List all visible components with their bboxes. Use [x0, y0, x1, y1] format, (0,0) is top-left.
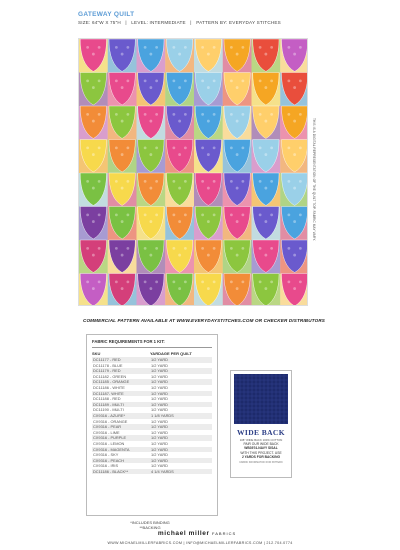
fabric-print-dot: [184, 146, 187, 149]
fabric-print-dot: [241, 280, 244, 283]
fabric-print-dot: [155, 46, 158, 49]
fabric-print-dot: [213, 146, 216, 149]
fabric-print-dot: [207, 153, 210, 156]
fabric-print-dot: [270, 113, 273, 116]
fabric-print-dot: [92, 86, 95, 89]
fabric-print-dot: [287, 46, 290, 49]
fabric-print-dot: [184, 180, 187, 183]
fabric-print-dot: [299, 146, 302, 149]
fabric-print-dot: [287, 280, 290, 283]
fabric-print-dot: [155, 180, 158, 183]
yardage-cell: 1/2 YARD: [151, 440, 168, 446]
fabric-print-dot: [270, 180, 273, 183]
fabric-print-dot: [293, 254, 296, 257]
fabric-print-dot: [241, 213, 244, 216]
fabric-print-dot: [178, 86, 181, 89]
fabric-print-dot: [92, 53, 95, 56]
fabric-print-dot: [259, 247, 262, 250]
fabric-print-dot: [201, 113, 204, 116]
fabric-print-dot: [293, 120, 296, 123]
logo-name: michael miller: [157, 530, 210, 537]
yardage-cell: 1/2 YARD: [151, 368, 168, 374]
fabric-print-dot: [270, 213, 273, 216]
fabric-print-dot: [92, 153, 95, 156]
fabric-print-dot: [241, 113, 244, 116]
table-row: [92, 469, 212, 475]
fabric-print-dot: [299, 113, 302, 116]
fabric-print-dot: [115, 180, 118, 183]
fabric-print-dot: [213, 247, 216, 250]
sku-cell: CX9316 - PURPLE: [93, 435, 127, 441]
table-body: [92, 357, 212, 474]
fabric-print-dot: [293, 187, 296, 190]
sku-cell: DC11182 - GREEN: [93, 373, 127, 379]
fabric-print-dot: [270, 280, 273, 283]
wide-back-line: WITH THIS PROJECT. USE: [240, 450, 282, 455]
fabric-print-dot: [207, 187, 210, 190]
fabric-print-dot: [293, 86, 296, 89]
fabric-print-dot: [259, 280, 262, 283]
fabric-print-dot: [126, 79, 129, 82]
wide-back-swatch: [234, 374, 288, 424]
fabric-print-dot: [126, 213, 129, 216]
fabric-print-dot: [155, 247, 158, 250]
fabric-print-dot: [236, 220, 239, 223]
fabric-print-dot: [287, 113, 290, 116]
fabric-print-dot: [241, 247, 244, 250]
fabric-print-dot: [270, 146, 273, 149]
fabric-print-dot: [172, 247, 175, 250]
fabric-print-dot: [287, 247, 290, 250]
wide-back-yardage: 2 YARDS FOR BACKING: [241, 455, 281, 460]
fabric-print-dot: [86, 213, 89, 216]
fabric-print-dot: [230, 113, 233, 116]
fabric-print-dot: [230, 79, 233, 82]
yardage-cell: 4 1/4 YARDS: [151, 468, 174, 474]
fabric-print-dot: [178, 153, 181, 156]
fabric-print-dot: [230, 146, 233, 149]
fabric-print-dot: [144, 46, 147, 49]
fabric-print-dot: [149, 120, 152, 123]
fabric-print-dot: [299, 280, 302, 283]
fabric-print-dot: [172, 213, 175, 216]
fabric-print-dot: [155, 113, 158, 116]
fabric-print-dot: [230, 46, 233, 49]
fabric-print-dot: [155, 146, 158, 149]
fabric-print-dot: [207, 287, 210, 290]
fabric-print-dot: [92, 287, 95, 290]
fabric-print-dot: [201, 180, 204, 183]
fabric-print-dot: [213, 79, 216, 82]
fabric-print-dot: [287, 213, 290, 216]
fabric-print-dot: [172, 79, 175, 82]
sku-cell: CX9316 - LEMON: [93, 440, 125, 446]
backing-note: **BACKING: [139, 525, 161, 530]
yardage-cell: 1/2 YARD: [151, 390, 168, 396]
fabric-print-dot: [293, 287, 296, 290]
fabric-print-dot: [98, 46, 101, 49]
yardage-cell: 1/2 YARD: [151, 463, 168, 469]
yardage-cell: 1/2 YARD: [151, 384, 168, 390]
fabric-print-dot: [115, 46, 118, 49]
quilt-size: SIZE: 64"W X 75"H: [78, 20, 121, 25]
fabric-print-dot: [178, 254, 181, 257]
wide-back-fine-print: FABRIC INFORMATION FOR PATTERN: [239, 460, 283, 464]
yardage-cell: 1/2 YARD: [151, 373, 168, 379]
fabric-print-dot: [98, 213, 101, 216]
fabric-print-dot: [86, 79, 89, 82]
fabric-print-dot: [241, 146, 244, 149]
fabric-print-dot: [259, 113, 262, 116]
wide-back-card: [230, 370, 292, 478]
fabric-print-dot: [115, 146, 118, 149]
sku-cell: CX9316 - IRIS: [93, 463, 119, 469]
fabric-print-dot: [201, 146, 204, 149]
fabric-requirements-table: [86, 334, 218, 516]
digital-representation-note: THIS IS A DIGITAL REPRESENTATION OF THE QUILT TOP. FABRIC MAY VARY.: [312, 118, 316, 242]
fabric-print-dot: [230, 280, 233, 283]
fabric-print-dot: [86, 180, 89, 183]
fabric-print-dot: [207, 53, 210, 56]
fabric-print-dot: [213, 280, 216, 283]
fabric-print-dot: [126, 280, 129, 283]
fabric-print-dot: [259, 213, 262, 216]
fabric-print-dot: [149, 220, 152, 223]
fabric-print-dot: [115, 247, 118, 250]
fabric-print-dot: [98, 79, 101, 82]
fabric-print-dot: [207, 254, 210, 257]
fabric-print-dot: [115, 213, 118, 216]
fabric-print-dot: [270, 247, 273, 250]
fabric-print-dot: [259, 146, 262, 149]
swatch-texture: [234, 374, 288, 424]
fabric-print-dot: [184, 46, 187, 49]
quilt-illustration: [79, 39, 308, 306]
fabric-print-dot: [201, 247, 204, 250]
spec-separator: |: [190, 20, 192, 25]
fabric-print-dot: [287, 180, 290, 183]
fabric-print-dot: [172, 113, 175, 116]
fabric-print-dot: [155, 213, 158, 216]
fabric-print-dot: [184, 280, 187, 283]
fabric-print-dot: [213, 213, 216, 216]
fabric-print-dot: [121, 220, 124, 223]
yardage-cell: 1/2 YARD: [151, 357, 168, 362]
yardage-cell: 1 1/8 YARDS: [151, 412, 174, 418]
fabric-print-dot: [230, 213, 233, 216]
fabric-print-dot: [144, 213, 147, 216]
fabric-print-dot: [98, 180, 101, 183]
fabric-print-dot: [121, 86, 124, 89]
wide-back-sku: WB3974-NAVY SISAL: [244, 446, 278, 451]
binding-note: *INCLUDES BINDING: [130, 520, 170, 525]
fabric-print-dot: [115, 79, 118, 82]
fabric-print-dot: [144, 247, 147, 250]
fabric-print-dot: [259, 46, 262, 49]
yardage-cell: 1/2 YARD: [151, 362, 168, 368]
fabric-print-dot: [207, 86, 210, 89]
fabric-print-dot: [172, 180, 175, 183]
footnotes: [90, 520, 210, 530]
fabric-print-dot: [144, 180, 147, 183]
wide-back-line: PAIR OUR WIDE BACK: [243, 442, 279, 446]
fabric-print-dot: [149, 187, 152, 190]
sku-cell: DC11186 - WHITE: [93, 384, 125, 390]
page-title: GATEWAY QUILT: [78, 11, 135, 18]
sku-cell: CX9316 - ORANGE: [93, 418, 128, 424]
fabric-print-dot: [299, 247, 302, 250]
fabric-print-dot: [270, 79, 273, 82]
yardage-cell: 1/2 YARD: [151, 418, 168, 424]
michael-miller-logo: [122, 530, 272, 537]
fabric-print-dot: [230, 247, 233, 250]
fabric-print-dot: [115, 113, 118, 116]
quilt-image: [78, 38, 308, 306]
fabric-print-dot: [264, 153, 267, 156]
fabric-print-dot: [115, 280, 118, 283]
sku-cell: DC11179 - RED: [93, 368, 121, 374]
fabric-print-dot: [178, 120, 181, 123]
fabric-print-dot: [184, 247, 187, 250]
fabric-print-dot: [126, 46, 129, 49]
fabric-print-dot: [178, 287, 181, 290]
fabric-print-dot: [213, 46, 216, 49]
fabric-print-dot: [241, 46, 244, 49]
wide-back-title: WIDE BACK: [237, 428, 285, 437]
fabric-requirements-heading: FABRIC REQUIREMENTS FOR 1 KIT:: [92, 339, 212, 348]
fabric-print-dot: [264, 187, 267, 190]
sku-cell: DC11190 - MULTI: [93, 407, 124, 413]
fabric-print-dot: [184, 79, 187, 82]
fabric-print-dot: [270, 46, 273, 49]
sku-cell: DC11188 - RED: [93, 396, 121, 402]
fabric-print-dot: [259, 79, 262, 82]
fabric-print-dot: [236, 120, 239, 123]
fabric-print-dot: [86, 280, 89, 283]
fabric-print-dot: [207, 220, 210, 223]
sku-cell: DC11178 - BLUE: [93, 362, 123, 368]
yardage-cell: 1/2 YARD: [151, 424, 168, 430]
fabric-print-dot: [264, 53, 267, 56]
commercial-pattern-note: COMMERCIAL PATTERN AVAILABLE AT WWW.EVERYDAYSTITCHES.COM OR CHECKER DISTRIBUTORS: [82, 318, 326, 323]
fabric-print-dot: [201, 280, 204, 283]
fabric-print-dot: [121, 254, 124, 257]
contact-footer: WWW.MICHAELMILLERFABRICS.COM | INFO@MICHAELMILLERFABRICS.COM | 212.704.0774: [107, 541, 293, 545]
fabric-print-dot: [299, 180, 302, 183]
pattern-designer: PATTERN BY: EVERYDAY STITCHES: [196, 20, 281, 25]
fabric-print-dot: [264, 287, 267, 290]
fabric-print-dot: [236, 254, 239, 257]
fabric-print-dot: [144, 280, 147, 283]
quilt-level: LEVEL: INTERMEDIATE: [131, 20, 186, 25]
sku-cell: CX9316 - AZURE*: [93, 412, 126, 418]
fabric-print-dot: [172, 280, 175, 283]
yardage-cell: 1/2 YARD: [151, 429, 168, 435]
fabric-print-dot: [236, 153, 239, 156]
yardage-cell: 1/2 YARD: [151, 379, 168, 385]
fabric-print-dot: [144, 146, 147, 149]
fabric-print-dot: [98, 146, 101, 149]
fabric-print-dot: [207, 120, 210, 123]
fabric-print-dot: [86, 146, 89, 149]
yardage-cell: 1/2 YARD: [151, 407, 168, 413]
fabric-print-dot: [98, 113, 101, 116]
yardage-cell: 1/2 YARD: [151, 452, 168, 458]
fabric-print-dot: [236, 53, 239, 56]
fabric-print-dot: [144, 113, 147, 116]
fabric-print-dot: [201, 46, 204, 49]
fabric-print-dot: [92, 254, 95, 257]
fabric-print-dot: [121, 287, 124, 290]
fabric-print-dot: [264, 254, 267, 257]
fabric-print-dot: [236, 187, 239, 190]
fabric-print-dot: [241, 79, 244, 82]
yardage-column-header: YARDAGE PER QUILT: [150, 351, 192, 356]
fabric-print-dot: [86, 247, 89, 250]
fabric-print-dot: [213, 113, 216, 116]
fabric-print-dot: [121, 53, 124, 56]
sku-cell: CX9316 - SKY: [93, 452, 119, 458]
fabric-print-dot: [155, 79, 158, 82]
fabric-print-dot: [299, 46, 302, 49]
sku-cell: DC11189 - MULTI: [93, 401, 124, 407]
sku-cell: CX9316 - PEAR: [93, 424, 122, 430]
fabric-print-dot: [144, 79, 147, 82]
yardage-cell: 1/2 YARD: [151, 457, 168, 463]
fabric-print-dot: [121, 187, 124, 190]
fabric-print-dot: [126, 247, 129, 250]
fabric-print-dot: [293, 220, 296, 223]
fabric-print-dot: [172, 46, 175, 49]
quilt-specs: [78, 20, 284, 25]
fabric-print-dot: [259, 180, 262, 183]
fabric-print-dot: [86, 46, 89, 49]
fabric-print-dot: [241, 180, 244, 183]
fabric-print-dot: [178, 220, 181, 223]
fabric-print-dot: [92, 187, 95, 190]
wide-back-subtitle: 108" WIDE BACK 100% COTTON: [239, 438, 283, 442]
fabric-print-dot: [98, 280, 101, 283]
fabric-print-dot: [149, 53, 152, 56]
fabric-print-dot: [201, 213, 204, 216]
fabric-print-dot: [184, 113, 187, 116]
fabric-print-dot: [236, 287, 239, 290]
fabric-print-dot: [155, 280, 158, 283]
sku-cell: CX9316 - MAGENTA: [93, 446, 130, 452]
sku-cell: CX9316 - PEACH: [93, 457, 124, 463]
sku-cell: DC11186 - BLACK**: [93, 468, 129, 474]
fabric-print-dot: [213, 180, 216, 183]
fabric-print-dot: [121, 153, 124, 156]
fabric-print-dot: [293, 153, 296, 156]
yardage-cell: 1/2 YARD: [151, 396, 168, 402]
fabric-print-dot: [126, 146, 129, 149]
fabric-print-dot: [86, 113, 89, 116]
sku-cell: CX9316 - LIME: [93, 429, 120, 435]
fabric-print-dot: [178, 187, 181, 190]
fabric-print-dot: [293, 53, 296, 56]
fabric-print-dot: [287, 146, 290, 149]
sku-cell: DC11187- WHITE: [93, 390, 124, 396]
fabric-print-dot: [92, 220, 95, 223]
sku-cell: DC11185 - ORANGE: [93, 379, 130, 385]
fabric-print-dot: [264, 120, 267, 123]
fabric-print-dot: [264, 86, 267, 89]
fabric-print-dot: [236, 86, 239, 89]
yardage-cell: 1/2 YARD: [151, 446, 168, 452]
sku-cell: DC11177 - RED: [93, 357, 121, 362]
fabric-print-dot: [299, 79, 302, 82]
fabric-print-dot: [98, 247, 101, 250]
fabric-print-dot: [287, 79, 290, 82]
fabric-print-dot: [299, 213, 302, 216]
fabric-print-dot: [172, 146, 175, 149]
fabric-print-dot: [149, 287, 152, 290]
fabric-print-dot: [126, 180, 129, 183]
fabric-print-dot: [178, 53, 181, 56]
fabric-print-dot: [264, 220, 267, 223]
fabric-print-dot: [149, 254, 152, 257]
yardage-cell: 1/2 YARD: [151, 435, 168, 441]
fabric-print-dot: [121, 120, 124, 123]
sku-column-header: SKU: [92, 351, 101, 356]
fabric-print-dot: [201, 79, 204, 82]
logo-word: FABRICS: [212, 530, 237, 536]
fabric-print-dot: [184, 213, 187, 216]
fabric-print-dot: [126, 113, 129, 116]
fabric-print-dot: [230, 180, 233, 183]
table-header: [92, 351, 212, 356]
fabric-print-dot: [92, 120, 95, 123]
fabric-print-dot: [149, 86, 152, 89]
fabric-print-dot: [149, 153, 152, 156]
spec-separator: |: [125, 20, 127, 25]
yardage-cell: 1/2 YARD: [151, 401, 168, 407]
